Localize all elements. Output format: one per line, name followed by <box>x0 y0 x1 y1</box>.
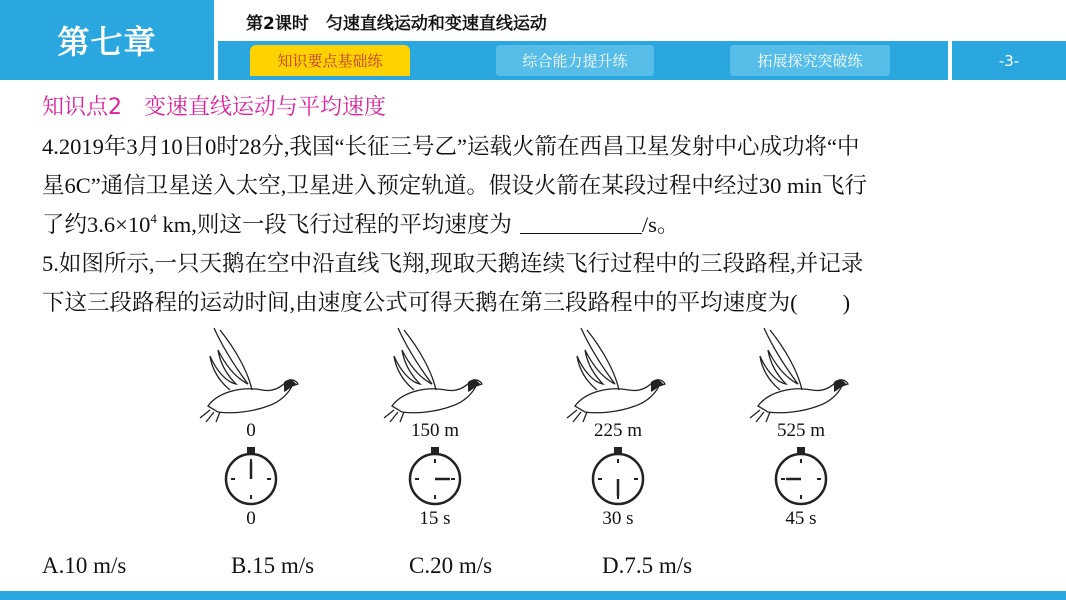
figure-swan-2 <box>563 320 673 535</box>
option-c[interactable]: C.20 m/s <box>409 553 493 578</box>
q4-line-3-text-a: 了约3.6×10 <box>42 212 151 237</box>
q4-exponent: 4 <box>150 211 157 226</box>
distance-label: 525 m <box>776 420 826 441</box>
time-label: 30 s <box>602 508 634 529</box>
lesson-title: 第2课时 匀速直线运动和变速直线运动 <box>246 14 547 34</box>
tab-extension-practice[interactable]: 拓展探究突破练 <box>730 45 890 76</box>
q4-line-3-text-b: km,则这一段飞行过程的平均速度为 <box>156 212 512 237</box>
time-label: 45 s <box>785 508 817 529</box>
section-heading: 知识点2 变速直线运动与平均速度 <box>42 95 386 120</box>
distance-label: 150 m <box>410 420 460 441</box>
tab-comprehensive-practice[interactable]: 综合能力提升练 <box>496 45 654 76</box>
distance-label: 0 <box>246 420 256 441</box>
q4-answer-blank[interactable] <box>520 212 642 234</box>
figure-swan-0 <box>196 320 306 535</box>
time-label: 15 s <box>419 508 451 529</box>
option-a[interactable]: A.10 m/s <box>42 553 127 578</box>
q4-unit: /s。 <box>641 212 680 237</box>
option-d[interactable]: D.7.5 m/s <box>602 553 693 578</box>
q4-line-2: 星6C”通信卫星送入太空,卫星进入预定轨道。假设火箭在某段过程中经过30 min飞行 <box>42 173 867 198</box>
q5-line-1: 5.如图所示,一只天鹅在空中沿直线飞翔,现取天鹅连续飞行过程中的三段路程,并记录 <box>42 251 864 276</box>
tab-basic-practice[interactable]: 知识要点基础练 <box>250 45 410 76</box>
q5-line-2: 下这三段路程的运动时间,由速度公式可得天鹅在第三段路程中的平均速度为( ) <box>42 290 851 315</box>
page-number: -3- <box>952 41 1066 80</box>
option-b[interactable]: B.15 m/s <box>231 553 315 578</box>
distance-label: 225 m <box>593 420 643 441</box>
time-label: 0 <box>246 508 256 529</box>
q4-line-3 <box>42 207 679 239</box>
q4-line-1: 4.2019年3月10日0时28分,我国“长征三号乙”运载火箭在西昌卫星发射中心成功将“中 <box>42 134 860 159</box>
footer-bar <box>0 591 1066 600</box>
chapter-label: 第七章 <box>0 0 214 80</box>
figure-swan-3 <box>746 320 856 535</box>
figure-swan-1 <box>380 320 490 535</box>
